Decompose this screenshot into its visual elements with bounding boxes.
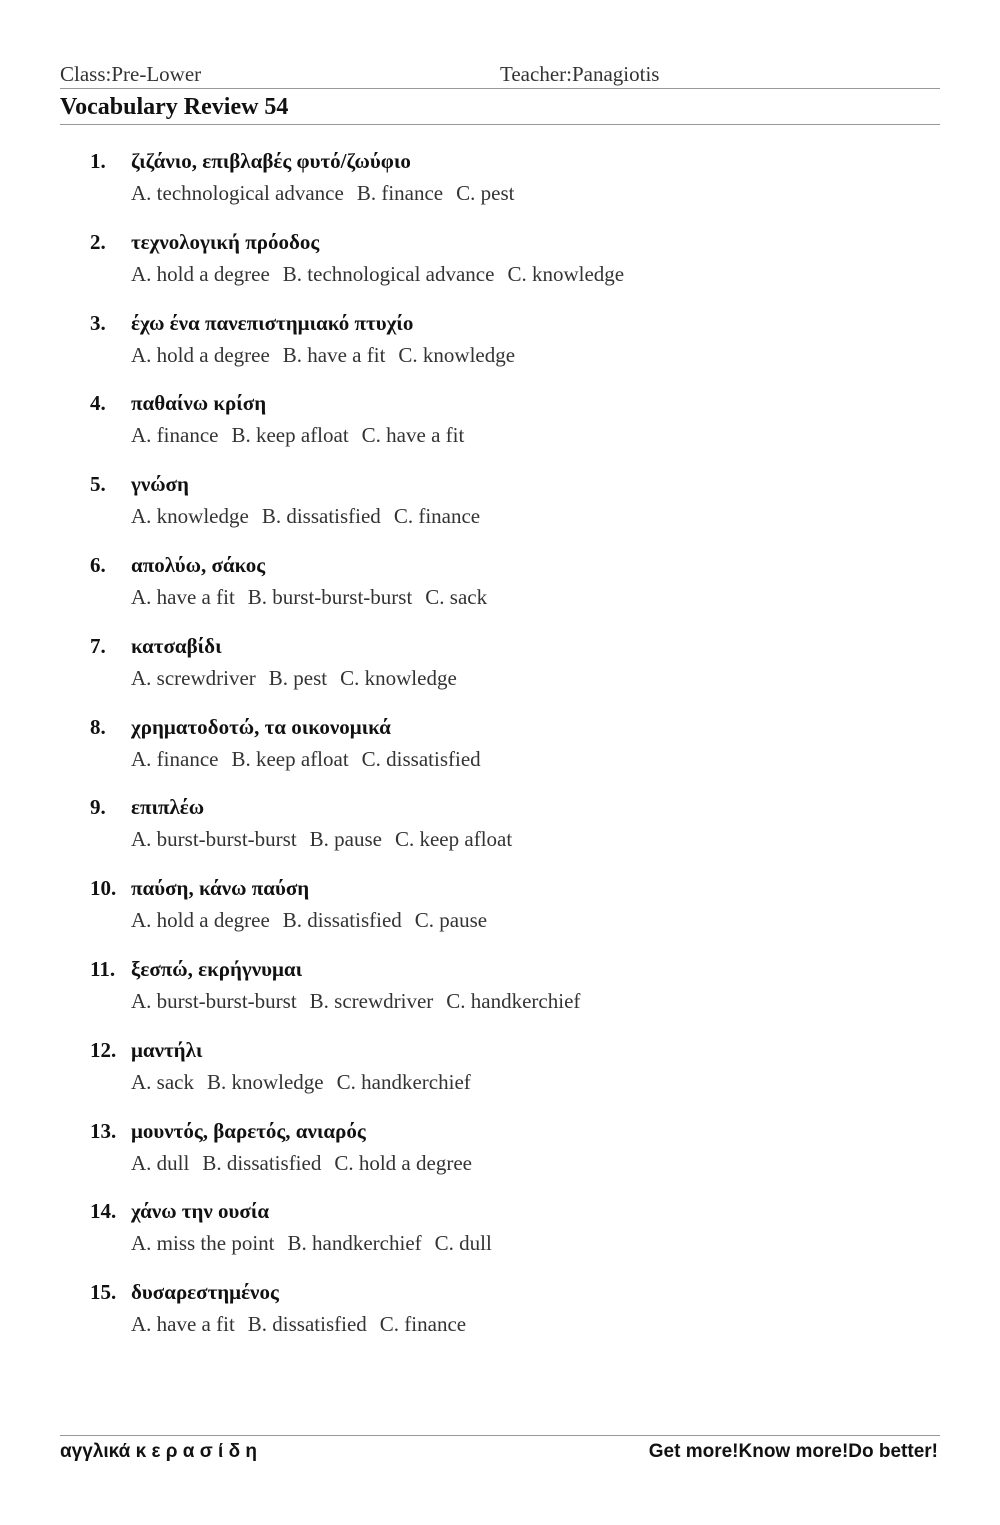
question-prompt: παθαίνω κρίση <box>131 391 267 416</box>
answer-option[interactable]: A. finance <box>131 423 219 448</box>
answer-option[interactable]: A. screwdriver <box>131 665 256 690</box>
answer-option[interactable]: C. knowledge <box>398 342 516 367</box>
question-number: 5. <box>90 472 106 497</box>
answer-option[interactable]: B. pause <box>309 827 382 852</box>
answer-option[interactable]: A. have a fit <box>131 1312 235 1337</box>
answer-options <box>131 262 637 287</box>
question-item <box>0 1280 1000 1361</box>
answer-option[interactable]: C. knowledge <box>507 261 625 286</box>
answer-option[interactable]: B. have a fit <box>282 342 386 367</box>
question-number: 8. <box>90 714 106 739</box>
question-number: 6. <box>90 552 106 577</box>
answer-options <box>131 1231 505 1256</box>
answer-option[interactable]: C. dissatisfied <box>361 746 481 771</box>
answer-option[interactable]: B. screwdriver <box>309 988 434 1013</box>
question-item <box>0 1199 1000 1280</box>
question-item <box>0 1119 1000 1200</box>
question-prompt: μαντήλι <box>131 1037 203 1062</box>
question-prompt: χάνω την ουσία <box>131 1199 270 1224</box>
answer-options <box>131 827 525 852</box>
title-divider <box>60 124 940 125</box>
answer-option[interactable]: A. burst-burst-burst <box>131 988 297 1013</box>
question-prompt: μουντός, βαρετός, ανιαρός <box>131 1118 366 1143</box>
answer-options <box>131 666 470 691</box>
answer-options <box>131 585 500 610</box>
answer-options <box>131 1070 484 1095</box>
question-list <box>0 149 1000 1361</box>
question-number: 15. <box>90 1280 117 1305</box>
answer-options <box>131 1312 479 1337</box>
question-item <box>0 230 1000 311</box>
answer-option[interactable]: B. handkerchief <box>287 1231 422 1256</box>
answer-option[interactable]: A. knowledge <box>131 504 249 529</box>
question-number: 11. <box>90 956 116 981</box>
answer-option[interactable]: C. handkerchief <box>336 1069 471 1094</box>
question-number: 4. <box>90 391 106 416</box>
answer-options <box>131 504 493 529</box>
question-prompt: γνώση <box>131 472 189 497</box>
answer-option[interactable]: A. hold a degree <box>131 261 270 286</box>
question-prompt: παύση, κάνω παύση <box>131 876 310 901</box>
question-item <box>0 472 1000 553</box>
question-prompt: επιπλέω <box>131 795 205 820</box>
question-number: 12. <box>90 1037 117 1062</box>
answer-option[interactable]: B. keep afloat <box>231 423 349 448</box>
footer-brand: αγγλικά κ ε ρ α σ ί δ η <box>60 1441 257 1462</box>
question-number: 2. <box>90 229 106 254</box>
answer-options <box>131 989 593 1014</box>
answer-option[interactable]: A. sack <box>131 1069 194 1094</box>
answer-options <box>131 181 527 206</box>
answer-option[interactable]: A. technological advance <box>131 181 344 205</box>
answer-option[interactable]: B. dissatisfied <box>247 1312 367 1337</box>
question-prompt: απολύω, σάκος <box>131 552 266 577</box>
question-prompt: τεχνολογική πρόοδος <box>131 229 320 254</box>
answer-option[interactable]: C. knowledge <box>340 665 457 690</box>
answer-option[interactable]: A. burst-burst-burst <box>131 827 297 852</box>
answer-option[interactable]: B. keep afloat <box>231 746 349 771</box>
answer-options <box>131 423 477 448</box>
question-prompt: ζιζάνιο, επιβλαβές φυτό/ζωύφιο <box>131 149 411 173</box>
header-divider <box>60 88 940 89</box>
question-item <box>0 795 1000 876</box>
question-item <box>0 391 1000 472</box>
answer-option[interactable]: B. dissatisfied <box>202 1150 322 1175</box>
answer-option[interactable]: C. dull <box>434 1231 492 1256</box>
answer-option[interactable]: C. finance <box>379 1312 467 1337</box>
question-item <box>0 634 1000 715</box>
answer-option[interactable]: C. hold a degree <box>334 1150 472 1175</box>
answer-option[interactable]: A. have a fit <box>131 584 235 609</box>
question-item <box>0 311 1000 392</box>
question-number: 13. <box>90 1118 117 1143</box>
question-item <box>0 1038 1000 1119</box>
answer-option[interactable]: B. pest <box>268 665 328 690</box>
question-number: 9. <box>90 795 106 820</box>
teacher-label: Teacher:Panagiotis <box>500 62 660 86</box>
answer-option[interactable]: B. finance <box>356 181 444 205</box>
question-item <box>0 876 1000 957</box>
answer-option[interactable]: C. pause <box>414 908 488 933</box>
answer-option[interactable]: B. technological advance <box>282 261 495 286</box>
class-label: Class:Pre-Lower <box>60 62 202 86</box>
question-number: 7. <box>90 633 106 658</box>
answer-option[interactable]: C. pest <box>456 181 515 205</box>
question-item <box>0 715 1000 796</box>
question-prompt: ξεσπώ, εκρήγνυμαι <box>131 956 303 981</box>
question-prompt: έχω ένα πανεπιστημιακό πτυχίο <box>131 310 414 335</box>
answer-option[interactable]: A. finance <box>131 746 219 771</box>
answer-option[interactable]: C. have a fit <box>361 423 465 448</box>
question-number: 10. <box>90 876 117 901</box>
answer-option[interactable]: A. miss the point <box>131 1231 275 1256</box>
answer-options <box>131 343 528 368</box>
answer-option[interactable]: A. hold a degree <box>131 342 270 367</box>
question-number: 3. <box>90 310 106 335</box>
answer-option[interactable]: C. handkerchief <box>446 988 581 1013</box>
question-item <box>0 553 1000 634</box>
answer-option[interactable]: C. sack <box>425 584 488 609</box>
question-item <box>0 957 1000 1038</box>
question-number: 14. <box>90 1199 117 1224</box>
question-prompt: δυσαρεστημένος <box>131 1280 279 1305</box>
answer-options <box>131 747 494 772</box>
answer-option[interactable]: B. dissatisfied <box>282 908 402 933</box>
footer-slogan: Get more!Know more!Do better! <box>648 1441 938 1462</box>
answer-option[interactable]: A. hold a degree <box>131 908 270 933</box>
header <box>60 62 940 89</box>
question-number: 1. <box>90 149 106 173</box>
question-prompt: χρηματοδοτώ, τα οικονομικά <box>131 714 391 739</box>
answer-option[interactable]: C. finance <box>393 504 481 529</box>
question-prompt: κατσαβίδι <box>131 633 222 658</box>
page-title: Vocabulary Review 54 <box>60 94 289 120</box>
answer-option[interactable]: B. knowledge <box>206 1069 324 1094</box>
answer-option[interactable]: B. dissatisfied <box>261 504 381 529</box>
answer-options <box>131 1151 485 1176</box>
answer-options <box>131 908 500 933</box>
answer-option[interactable]: C. keep afloat <box>394 827 513 852</box>
question-item <box>0 149 1000 230</box>
answer-option[interactable]: B. burst-burst-burst <box>247 584 413 609</box>
answer-option[interactable]: A. dull <box>131 1150 190 1175</box>
footer-divider <box>60 1435 940 1436</box>
